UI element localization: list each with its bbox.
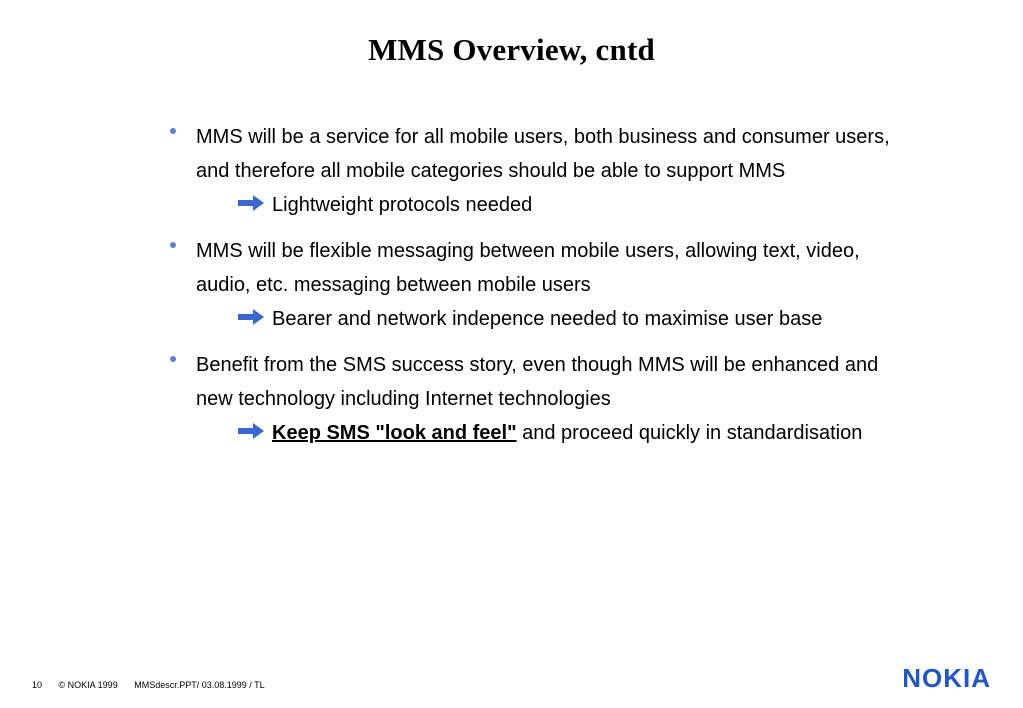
slide-title: MMS Overview, cntd [368, 32, 655, 67]
bullet-item-2 [170, 234, 890, 336]
bullet-dot-icon [170, 242, 176, 248]
slide-footer [32, 680, 279, 690]
sub-point-text: Lightweight protocols needed [272, 194, 533, 216]
sub-point [196, 302, 890, 336]
right-arrow-icon [236, 420, 266, 442]
copyright-text: © NOKIA 1999 [58, 680, 118, 690]
sub-point [196, 188, 890, 222]
right-arrow-icon [236, 306, 266, 328]
sub-point [196, 416, 890, 450]
bullet-dot-icon [170, 128, 176, 134]
file-reference: MMSdescr.PPT/ 03.08.1999 / TL [134, 680, 265, 690]
page-number: 10 [32, 680, 43, 690]
bullet-dot-icon [170, 356, 176, 362]
sub-point-keyword: Keep SMS "look and feel" [272, 422, 517, 444]
bullet-text: MMS will be a service for all mobile users, both business and consumer users, and therefore all mobile categories should be able to support MMS [196, 126, 890, 182]
sub-point-text: and proceed quickly in standardisation [516, 422, 863, 444]
bullet-list [170, 120, 890, 462]
bullet-item-1 [170, 120, 890, 222]
nokia-logo: NOKIA [902, 663, 991, 693]
sub-point-text: Bearer and network indepence needed to maximise user base [272, 308, 823, 330]
bullet-text: MMS will be flexible messaging between mobile users, allowing text, video, audio, etc. messaging between mobile users [196, 240, 860, 296]
bullet-item-3 [170, 348, 890, 450]
bullet-text: Benefit from the SMS success story, even though MMS will be enhanced and new technology including Internet technologies [196, 354, 879, 410]
right-arrow-icon [236, 192, 266, 214]
